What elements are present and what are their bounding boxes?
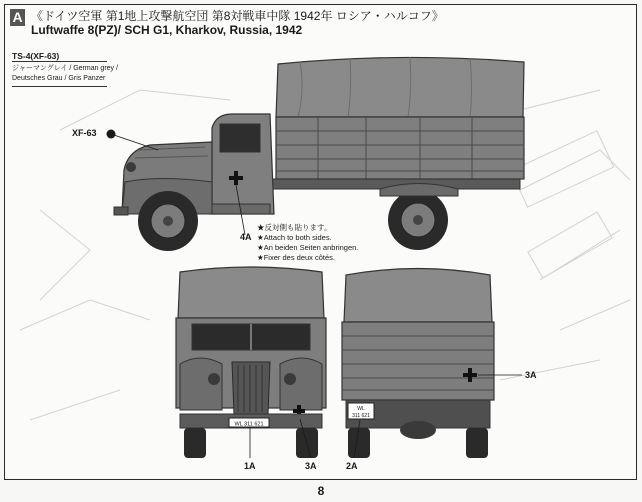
- paint-code: TS-4(XF-63): [12, 51, 60, 61]
- front-left-headlight: [208, 373, 220, 385]
- note-line-jp: ★反対側も貼ります。: [257, 223, 332, 232]
- section-title-english: Luftwaffe 8(PZ)/ SCH G1, Kharkov, Russia, 1942: [31, 23, 303, 37]
- rear-plate-top-text: WL: [357, 406, 365, 412]
- truck-front-view: [176, 267, 326, 458]
- callout-rear-cross: 3A: [525, 370, 537, 380]
- truck-side-view: [114, 57, 524, 251]
- rear-tailgate: [342, 322, 494, 400]
- front-canvas-cover: [178, 267, 324, 318]
- rear-canvas-cover: [344, 269, 492, 323]
- side-cargo-bed: [276, 117, 524, 179]
- side-window: [220, 124, 260, 152]
- section-title-japanese: 《ドイツ空軍 第1地上攻撃航空団 第8対戦車中隊 1942年 ロシア・ハルコフ》: [31, 9, 444, 23]
- front-plate-text: WL 311 621: [234, 421, 264, 428]
- truck-rear-view: [342, 269, 494, 459]
- callout-xf63: XF-63: [72, 128, 97, 138]
- callout-front-cross: 3A: [305, 461, 317, 471]
- page-number: 8: [317, 484, 325, 498]
- front-right-headlight: [284, 373, 296, 385]
- rear-plate-number-text: 311 621: [352, 413, 370, 419]
- paint-name-line-2: Deutsches Grau / Gris Panzer: [12, 75, 106, 82]
- side-rear-wheel: [388, 190, 448, 250]
- callout-side-decal: 4A: [240, 232, 252, 242]
- note-line-de: ★An beiden Seiten anbringen.: [257, 243, 359, 252]
- note-line-en: ★Attach to both sides.: [257, 233, 332, 242]
- note-line-fr: ★Fixer des deux côtés.: [257, 253, 336, 262]
- side-canvas-cover: [276, 57, 524, 117]
- section-badge: A: [10, 9, 25, 26]
- attach-both-sides-note: [257, 223, 358, 263]
- callout-front-plate: 1A: [244, 461, 256, 471]
- side-front-wheel: [138, 191, 198, 251]
- callout-rear-plate: 2A: [346, 461, 358, 471]
- paint-name-line-1: ジャーマングレイ / German grey /: [12, 65, 118, 72]
